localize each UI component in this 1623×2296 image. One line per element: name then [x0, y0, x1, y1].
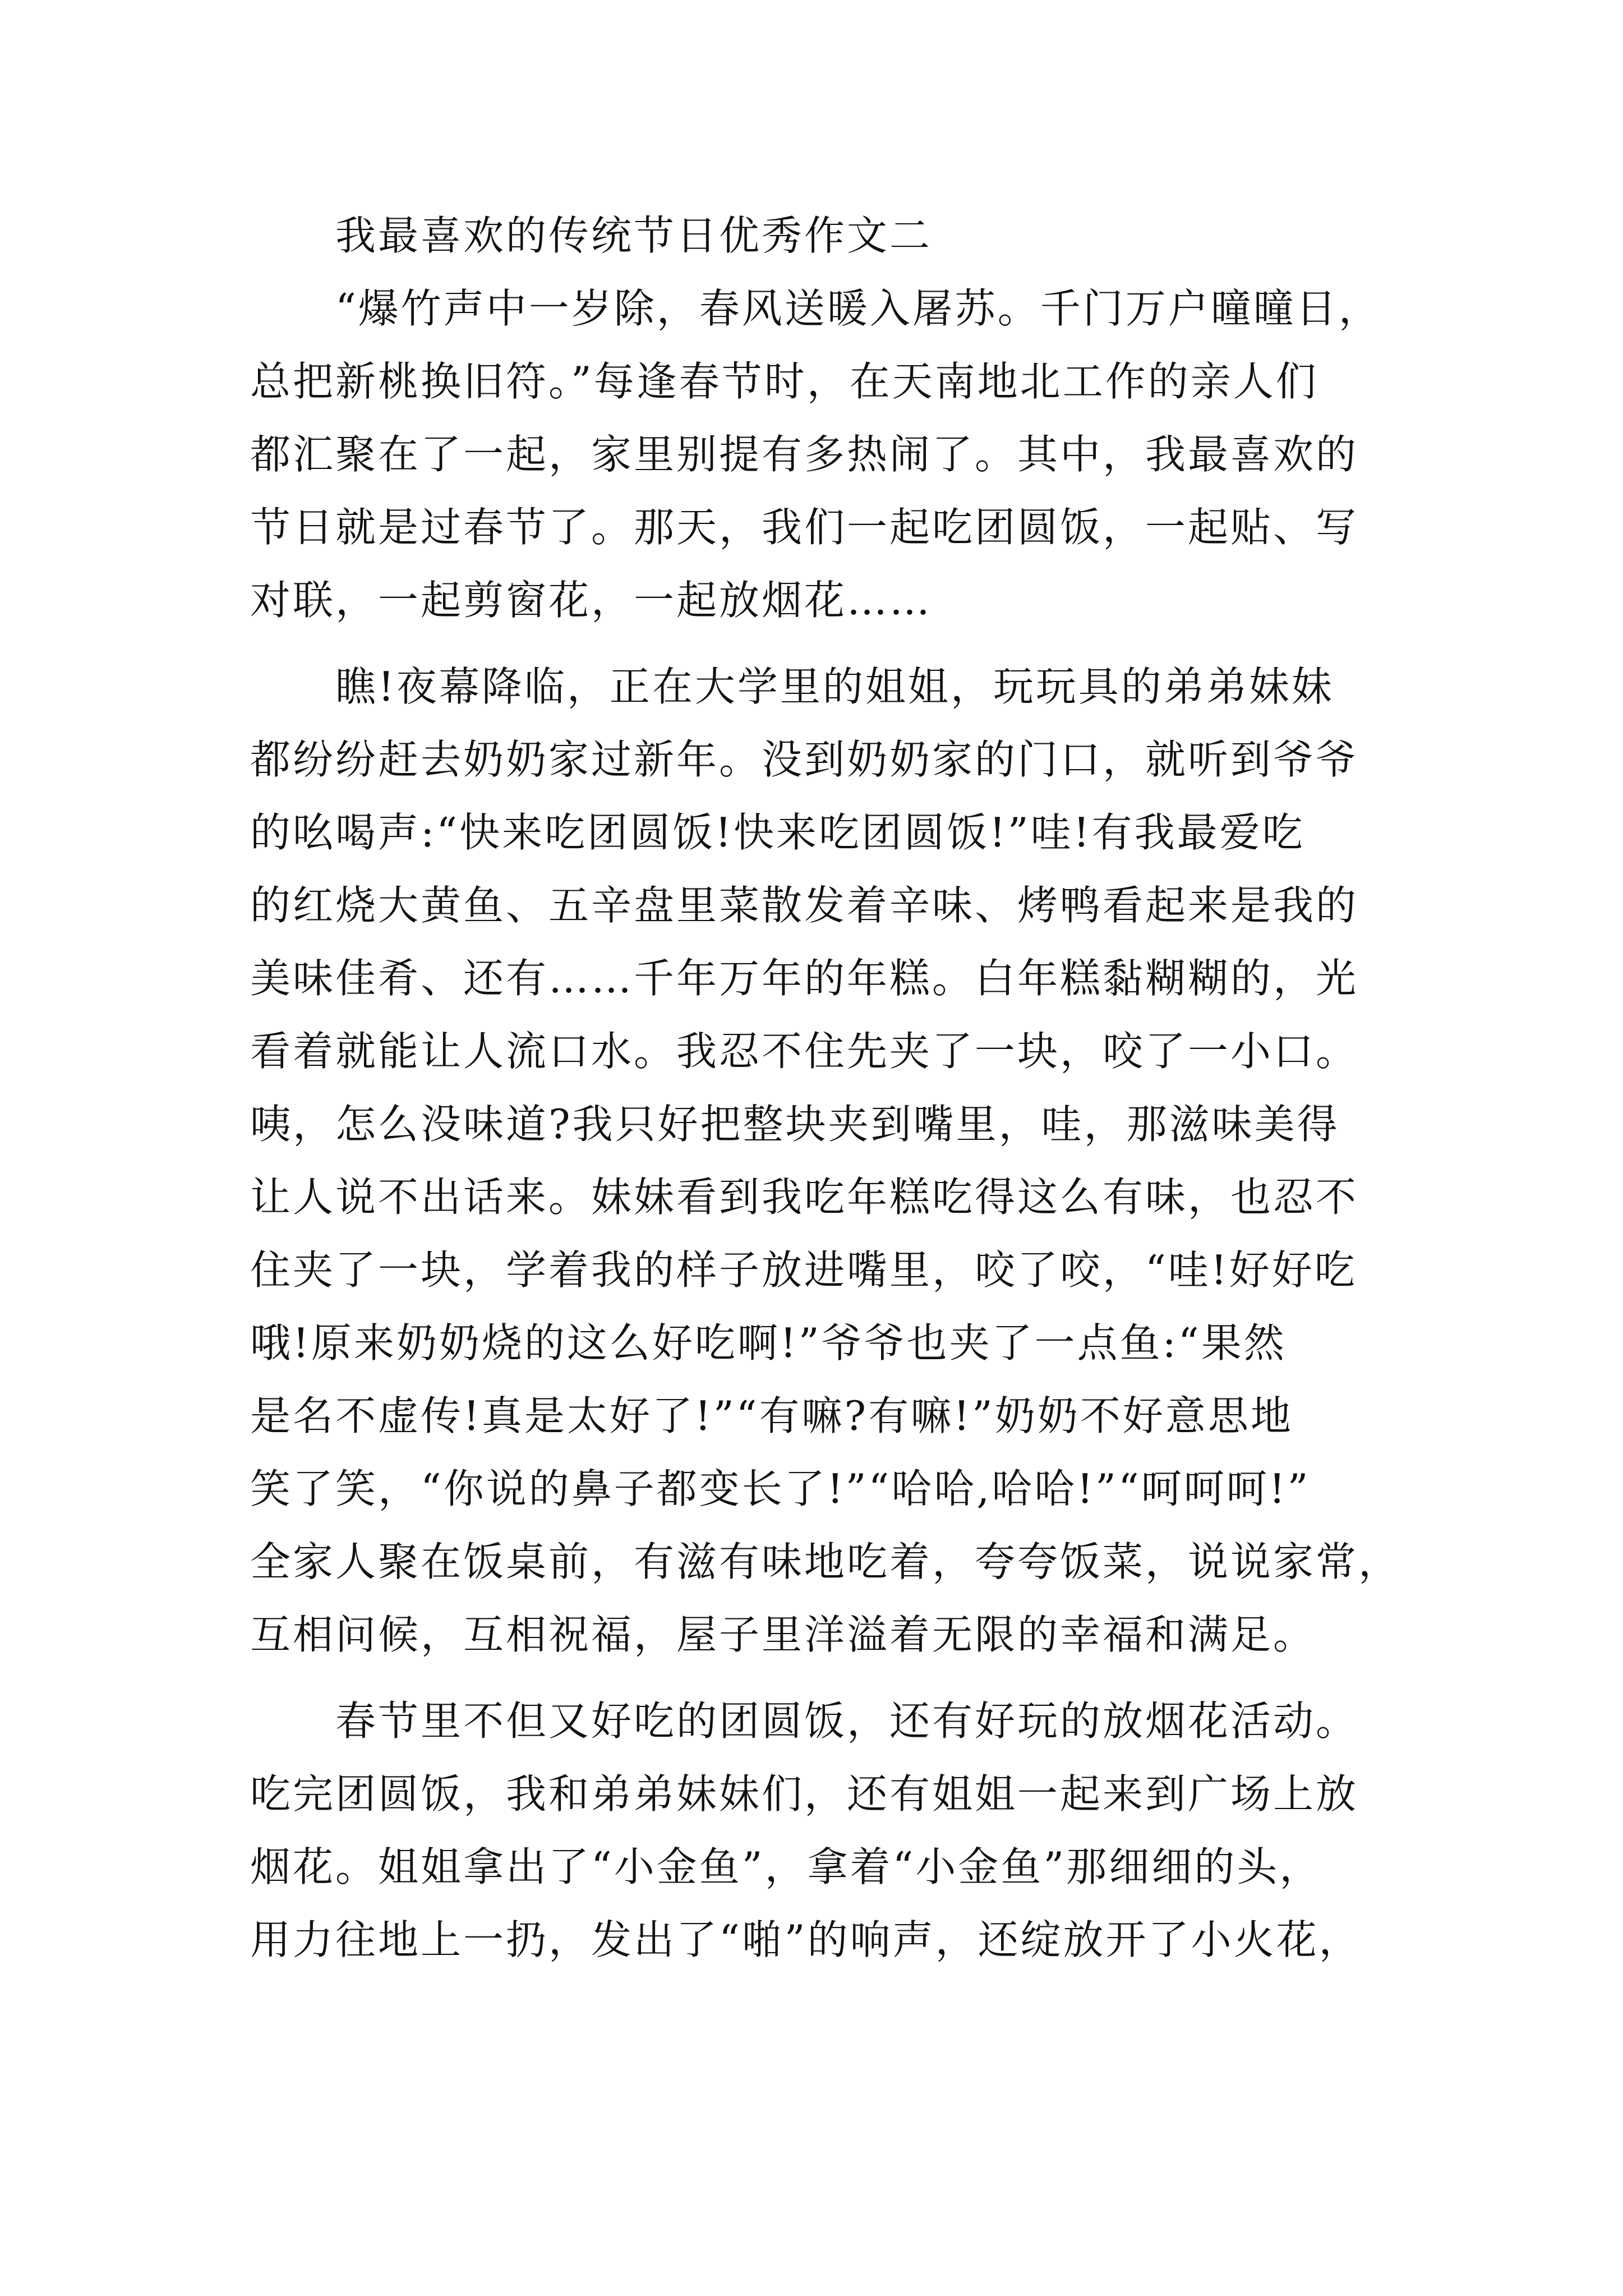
paragraph-line: 的红烧大黄鱼、五辛盘里菜散发着辛味、烤鸭看起来是我的	[250, 882, 1359, 929]
paragraph-line: 对联，一起剪窗花，一起放烟花……	[250, 577, 933, 624]
paragraph-line: 烟花。姐姐拿出了“小金鱼”，拿着“小金鱼”那细细的头，	[250, 1843, 1322, 1890]
paragraph-line: 全家人聚在饭桌前，有滋有味地吃着，夸夸饭菜，说说家常，	[250, 1538, 1401, 1585]
paragraph-line: 看着就能让人流口水。我忍不住先夹了一块，咬了一小口。	[250, 1028, 1359, 1075]
paragraph-line: 是名不虚传!真是太好了!”“有嘛?有嘛!”奶奶不好意思地	[250, 1392, 1293, 1439]
paragraph-line: 的吆喝声:“快来吃团圆饭!快来吃团圆饭!”哇!有我最爱吃	[250, 809, 1305, 856]
paragraph-line: 吃完团圆饭，我和弟弟妹妹们，还有姐姐一起来到广场上放	[250, 1770, 1359, 1818]
paragraph-3	[250, 1685, 1377, 1976]
paragraph-line: 住夹了一块，学着我的样子放进嘴里，咬了咬，“哇!好好吃	[250, 1246, 1357, 1294]
document-body	[250, 199, 1401, 1976]
paragraph-spacer	[250, 1671, 1377, 1685]
paragraph-line: 春节里不但又好吃的团圆饭，还有好玩的放烟花活动。	[335, 1697, 1359, 1745]
paragraph-line: 美味佳肴、还有……千年万年的年糕。白年糕黏糊糊的，光	[250, 955, 1359, 1002]
paragraph-line: 让人说不出话来。妹妹看到我吃年糕吃得这么有味，也忍不	[250, 1174, 1359, 1221]
paragraph-1	[250, 272, 1381, 637]
paragraph-line: 节日就是过春节了。那天，我们一起吃团圆饭，一起贴、写	[250, 504, 1359, 551]
document-title: 我最喜欢的传统节日优秀作文二	[335, 212, 933, 259]
paragraph-line: 哦!原来奶奶烧的这么好吃啊!”爷爷也夹了一点鱼:“果然	[250, 1319, 1287, 1366]
paragraph-line: 咦，怎么没味道?我只好把整块夹到嘴里，哇，那滋味美得	[250, 1101, 1340, 1148]
paragraph-line: 笑了笑，“你说的鼻子都变长了!”“哈哈,哈哈!”“呵呵呵!”	[250, 1465, 1311, 1512]
paragraph-line: 都纷纷赶去奶奶家过新年。没到奶奶家的门口，就听到爷爷	[250, 736, 1359, 783]
paragraph-line: 互相问候，互相祝福，屋子里洋溢着无限的幸福和满足。	[250, 1611, 1316, 1658]
paragraph-line: “爆竹声中一岁除，春风送暖入屠苏。千门万户曈曈日，	[335, 285, 1381, 332]
paragraph-line: 用力往地上一扔，发出了“啪”的响声，还绽放开了小火花，	[250, 1916, 1362, 1963]
paragraph-line: 都汇聚在了一起，家里别提有多热闹了。其中，我最喜欢的	[250, 431, 1359, 478]
paragraph-2	[250, 650, 1401, 1671]
paragraph-spacer	[250, 637, 1377, 650]
paragraph-line: 总把新桃换旧符。”每逢春节时，在天南地北工作的亲人们	[250, 358, 1318, 405]
paragraph-line: 瞧!夜幕降临，正在大学里的姐姐，玩玩具的弟弟妹妹	[335, 663, 1334, 710]
